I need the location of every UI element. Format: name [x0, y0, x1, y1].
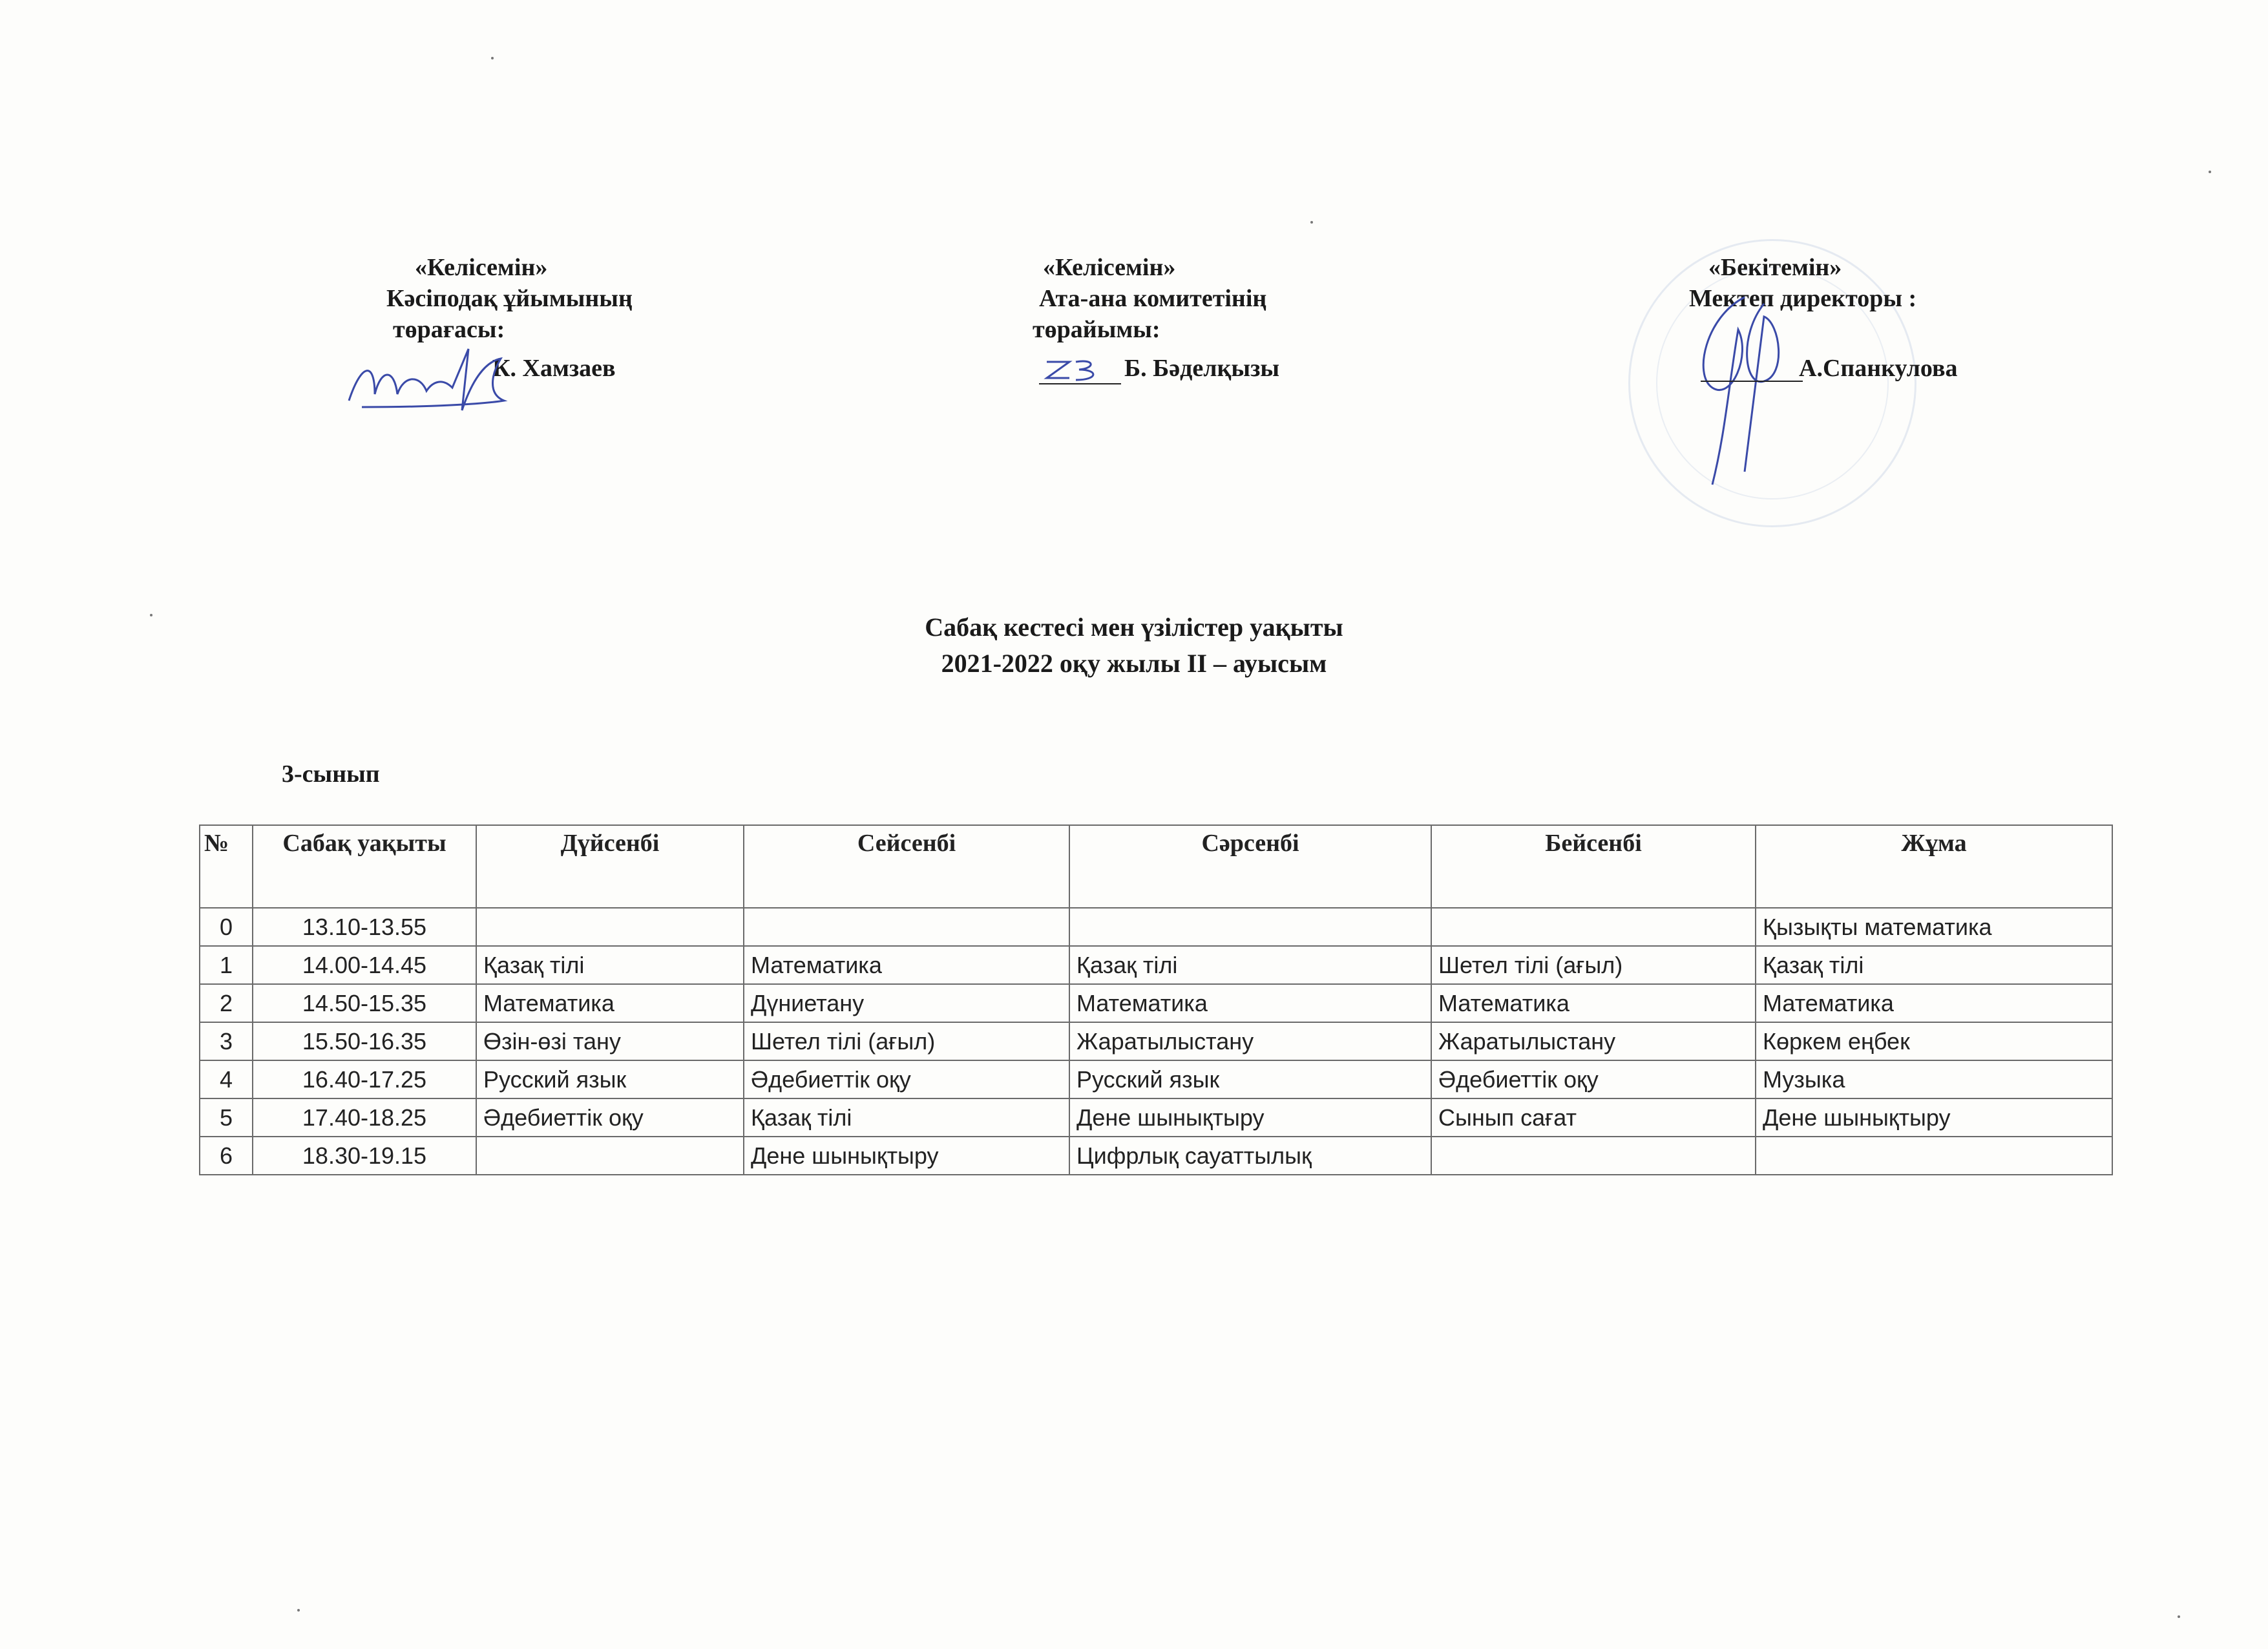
cell-thursday	[1431, 908, 1756, 946]
cell-monday: Өзін-өзі тану	[476, 1022, 744, 1060]
cell-wednesday: Дене шынықтыру	[1069, 1098, 1431, 1137]
cell-wednesday: Жаратылыстану	[1069, 1022, 1431, 1060]
table-row	[200, 1098, 2112, 1137]
table-row	[200, 1137, 2112, 1175]
cell-time: 18.30-19.15	[253, 1137, 476, 1175]
approval-title-2: төрағасы:	[393, 316, 505, 343]
cell-number: 4	[200, 1060, 253, 1098]
scan-speck	[1310, 221, 1313, 224]
cell-friday: Қызықты математика	[1756, 908, 2112, 946]
approval-title-2: төрайымы:	[1033, 316, 1160, 343]
cell-time: 14.50-15.35	[253, 984, 476, 1022]
signature-hamzaev	[336, 323, 530, 420]
table-row	[200, 1022, 2112, 1060]
cell-friday	[1756, 1137, 2112, 1175]
header-friday: Жұма	[1756, 825, 2112, 908]
cell-thursday: Әдебиеттік оқу	[1431, 1060, 1756, 1098]
cell-wednesday: Цифрлық сауаттылық	[1069, 1137, 1431, 1175]
cell-time: 14.00-14.45	[253, 946, 476, 984]
cell-thursday: Математика	[1431, 984, 1756, 1022]
header-lesson-time: Сабақ уақыты	[253, 825, 476, 908]
approval-title: Ата-ана комитетінің	[1039, 285, 1267, 312]
header-number: №	[200, 825, 253, 908]
cell-monday: Қазақ тілі	[476, 946, 744, 984]
cell-monday	[476, 908, 744, 946]
cell-tuesday: Қазақ тілі	[744, 1098, 1069, 1137]
table-row	[200, 984, 2112, 1022]
cell-wednesday: Қазақ тілі	[1069, 946, 1431, 984]
cell-wednesday: Русский язык	[1069, 1060, 1431, 1098]
cell-number: 1	[200, 946, 253, 984]
document-title: Сабақ кестесі мен үзілістер уақыты	[925, 613, 1343, 642]
header-wednesday: Сәрсенбі	[1069, 825, 1431, 908]
cell-friday: Дене шынықтыру	[1756, 1098, 2112, 1137]
cell-monday: Математика	[476, 984, 744, 1022]
cell-number: 6	[200, 1137, 253, 1175]
table-row	[200, 1060, 2112, 1098]
cell-wednesday	[1069, 908, 1431, 946]
cell-thursday	[1431, 1137, 1756, 1175]
approval-title: Кәсіподақ ұйымының	[386, 285, 633, 312]
table-header-row	[200, 825, 2112, 908]
cell-thursday: Сынып сағат	[1431, 1098, 1756, 1137]
cell-friday: Музыка	[1756, 1060, 2112, 1098]
cell-number: 2	[200, 984, 253, 1022]
cell-monday	[476, 1137, 744, 1175]
scan-speck	[2178, 1615, 2180, 1618]
approver-name: К. Хамзаев	[492, 355, 616, 382]
cell-tuesday: Әдебиеттік оқу	[744, 1060, 1069, 1098]
cell-monday: Әдебиеттік оқу	[476, 1098, 744, 1137]
signature-spankulova	[1667, 278, 1809, 491]
cell-friday: Математика	[1756, 984, 2112, 1022]
table-row	[200, 946, 2112, 984]
cell-thursday: Шетел тілі (ағыл)	[1431, 946, 1756, 984]
cell-time: 16.40-17.25	[253, 1060, 476, 1098]
cell-thursday: Жаратылыстану	[1431, 1022, 1756, 1060]
cell-time: 15.50-16.35	[253, 1022, 476, 1060]
cell-wednesday: Математика	[1069, 984, 1431, 1022]
approver-name: А.Спанкулова	[1799, 355, 1958, 382]
cell-friday: Көркем еңбек	[1756, 1022, 2112, 1060]
cell-monday: Русский язык	[476, 1060, 744, 1098]
table-row	[200, 908, 2112, 946]
cell-tuesday: Дене шынықтыру	[744, 1137, 1069, 1175]
signature-badelkyzy	[1034, 349, 1124, 388]
cell-tuesday: Математика	[744, 946, 1069, 984]
cell-tuesday: Шетел тілі (ағыл)	[744, 1022, 1069, 1060]
scan-speck	[297, 1609, 300, 1612]
approval-title: Мектеп директоры :	[1689, 285, 1917, 312]
cell-time: 13.10-13.55	[253, 908, 476, 946]
cell-time: 17.40-18.25	[253, 1098, 476, 1137]
approver-name: Б. Бәделқызы	[1124, 355, 1280, 382]
cell-number: 5	[200, 1098, 253, 1137]
schedule-table	[199, 824, 2113, 1175]
cell-number: 0	[200, 908, 253, 946]
class-label: 3-сынып	[282, 761, 380, 788]
approval-heading: «Келісемін»	[1043, 254, 1176, 281]
header-thursday: Бейсенбі	[1431, 825, 1756, 908]
approval-heading: «Келісемін»	[415, 254, 548, 281]
approval-heading: «Бекітемін»	[1708, 254, 1842, 281]
cell-tuesday	[744, 908, 1069, 946]
header-tuesday: Сейсенбі	[744, 825, 1069, 908]
cell-number: 3	[200, 1022, 253, 1060]
document-subtitle: 2021-2022 оқу жылы ІІ – ауысым	[941, 649, 1327, 678]
scan-speck	[2209, 171, 2211, 173]
header-monday: Дүйсенбі	[476, 825, 744, 908]
cell-friday: Қазақ тілі	[1756, 946, 2112, 984]
cell-tuesday: Дүниетану	[744, 984, 1069, 1022]
scan-speck	[491, 57, 494, 59]
